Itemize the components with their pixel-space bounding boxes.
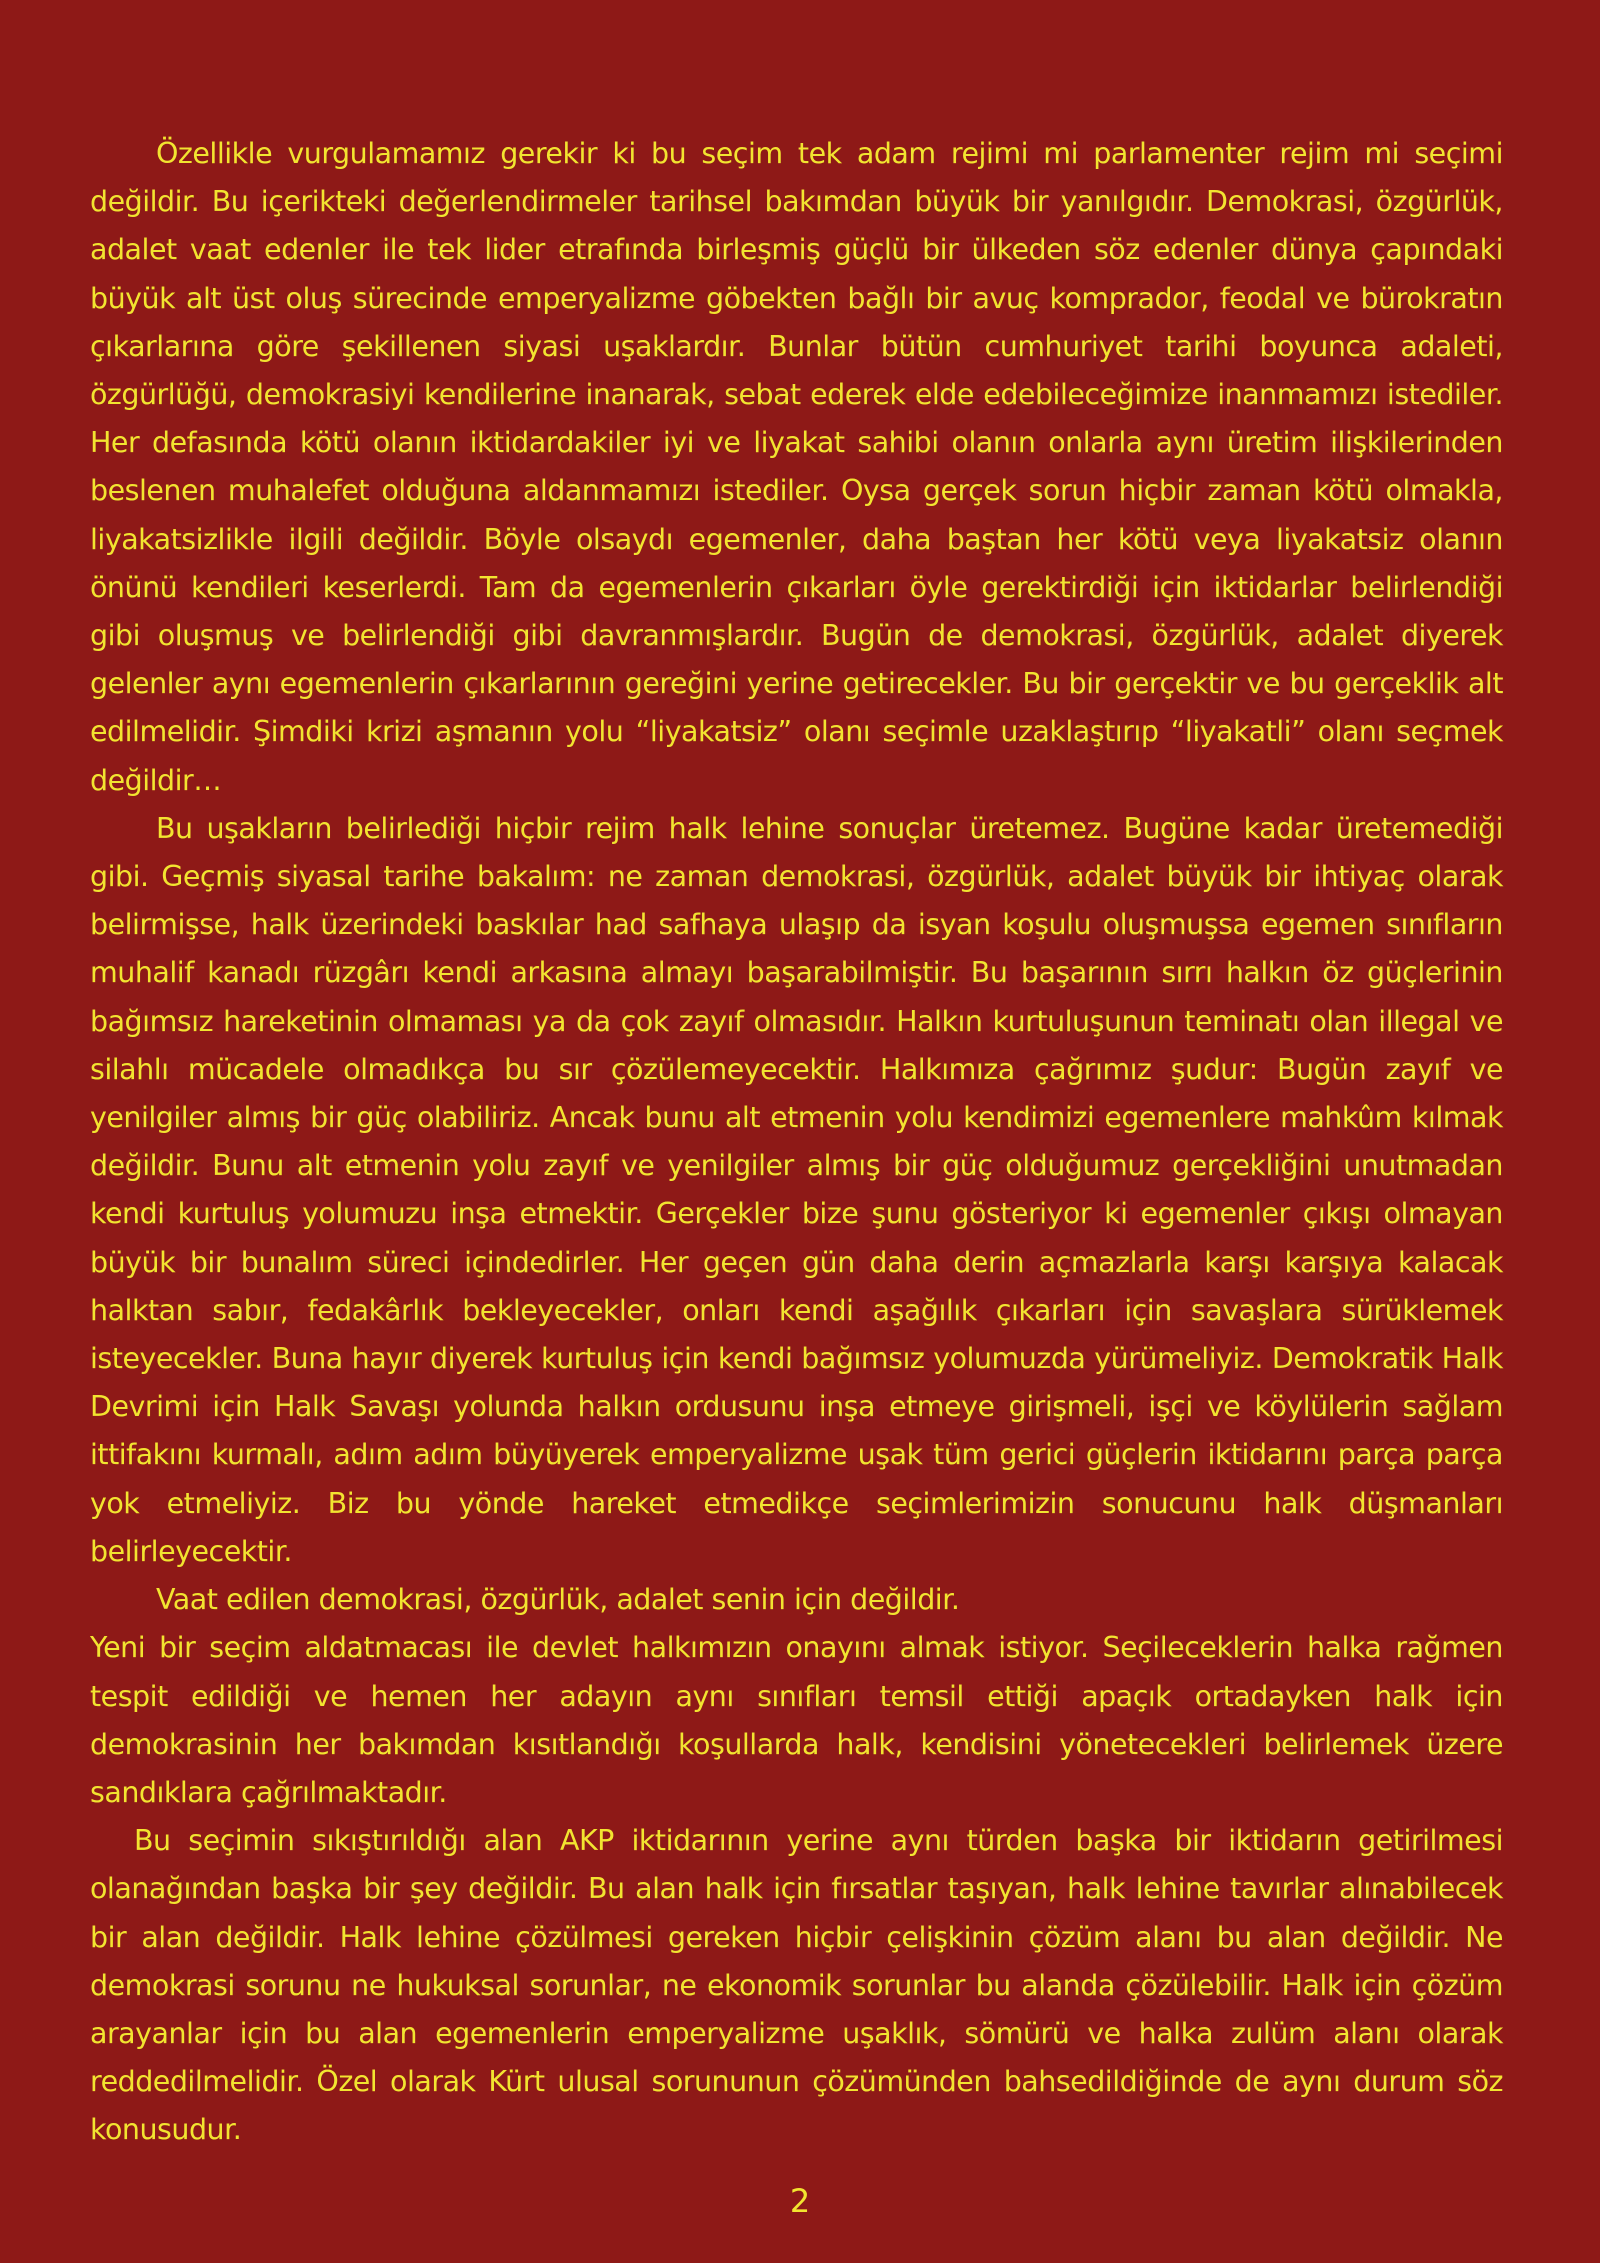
- paragraph-4: Yeni bir seçim aldatmacası ile devlet halkımızın onayını almak istiyor. Seçileceklerin halka rağmen tespit edildiği ve hemen her adayın aynı sınıfları temsil ettiği apaçık ortadayken halk için demokrasinin her bakımdan kısıtlandığı koşullarda halk, kendisini yönetecekleri belirlemek üzere sandıklara çağrılmaktadır.: [90, 1631, 1503, 1809]
- document-body: [90, 130, 1503, 2155]
- paragraph-3: Vaat edilen demokrasi, özgürlük, adalet senin için değildir.: [156, 1583, 960, 1617]
- paragraph-5: Bu seçimin sıkıştırıldığı alan AKP iktidarının yerine aynı türden başka bir iktidarın getirilmesi olanağından başka bir şey değildir. Bu alan halk için fırsatlar taşıyan, halk lehine tavırlar alınabilecek bir alan değildir. Halk lehine çözülmesi gereken hiçbir çelişkinin çözüm alanı bu alan değildir. Ne demokrasi sorunu ne hukuksal sorunlar, ne ekonomik sorunlar bu alanda çözülebilir. Halk için çözüm arayanlar için bu alan egemenlerin emperyalizme uşaklık, sömürü ve halka zulüm alanı olarak reddedilmelidir. Özel olarak Kürt ulusal sorununun çözümünden bahsedildiğinde de aynı durum söz konusudur.: [90, 1824, 1503, 2147]
- paragraph-2: Bu uşakların belirlediği hiçbir rejim halk lehine sonuçlar üretemez. Bugüne kadar üretemediği gibi. Geçmiş siyasal tarihe bakalım: ne zaman demokrasi, özgürlük, adalet büyük bir ihtiyaç olarak belirmişse, halk üzerindeki baskılar had safhaya ulaşıp da isyan koşulu oluşmuşsa egemen sınıfların muhalif kanadı rüzgârı kendi arkasına almayı başarabilmiştir. Bu başarının sırrı halkın öz güçlerinin bağımsız hareketinin olmaması ya da çok zayıf olmasıdır. Halkın kurtuluşunun teminatı olan illegal ve silahlı mücadele olmadıkça bu sır çözülemeyecektir. Halkımıza çağrımız şudur: Bugün zayıf ve yenilgiler almış bir güç olabiliriz. Ancak bunu alt etmenin yolu kendimizi egemenlere mahkûm kılmak değildir. Bunu alt etmenin yolu zayıf ve yenilgiler almış bir güç olduğumuz gerçekliğini unutmadan kendi kurtuluş yolumuzu inşa etmektir. Gerçekler bize şunu gösteriyor ki egemenler çıkışı olmayan büyük bir bunalım süreci içindedirler. Her geçen gün daha derin açmazlarla karşı karşıya kalacak halktan sabır, fedakârlık bekleyecekler, onları kendi aşağılık çıkarları için savaşlara sürüklemek isteyecekler. Buna hayır diyerek kurtuluş için kendi bağımsız yolumuzda yürümeliyiz. Demokratik Halk Devrimi için Halk Savaşı yolunda halkın ordusunu inşa etmeye girişmeli, işçi ve köylülerin sağlam ittifakını kurmalı, adım adım büyüyerek emperyalizme uşak tüm gerici güçlerin iktidarını parça parça yok etmeliyiz. Biz bu yönde hareket etmedikçe seçimlerimizin sonucunu halk düşmanları belirleyecektir.: [90, 811, 1503, 1568]
- page-number: 2: [789, 2182, 811, 2220]
- paragraph-1: Özellikle vurgulamamız gerekir ki bu seçim tek adam rejimi mi parlamenter rejim mi seçimi değildir. Bu içerikteki değerlendirmeler tarihsel bakımdan büyük bir yanılgıdır. Demokrasi, özgürlük, adalet vaat edenler ile tek lider etrafında birleşmiş güçlü bir ülkeden söz edenler dünya çapındaki büyük alt üst oluş sürecinde emperyalizme göbekten bağlı bir avuç komprador, feodal ve bürokratın çıkarlarına göre şekillenen siyasi uşaklardır. Bunlar bütün cumhuriyet tarihi boyunca adaleti, özgürlüğü, demokrasiyi kendilerine inanarak, sebat ederek elde edebileceğimize inanmamızı istediler. Her defasında kötü olanın iktidardakiler iyi ve liyakat sahibi olanın onlarla aynı üretim ilişkilerinden beslenen muhalefet olduğuna aldanmamızı istediler. Oysa gerçek sorun hiçbir zaman kötü olmakla, liyakatsizlikle ilgili değildir. Böyle olsaydı egemenler, daha baştan her kötü veya liyakatsiz olanın önünü kendileri keserlerdi. Tam da egemenlerin çıkarları öyle gerektirdiği için iktidarlar belirlendiği gibi oluşmuş ve belirlendiği gibi davranmışlardır. Bugün de demokrasi, özgürlük, adalet diyerek gelenler aynı egemenlerin çıkarlarının gereğini yerine getirecekler. Bu bir gerçektir ve bu gerçeklik alt edilmelidir. Şimdiki krizi aşmanın yolu “liyakatsiz” olanı seçimle uzaklaştırıp “liyakatli” olanı seçmek değildir…: [90, 137, 1503, 797]
